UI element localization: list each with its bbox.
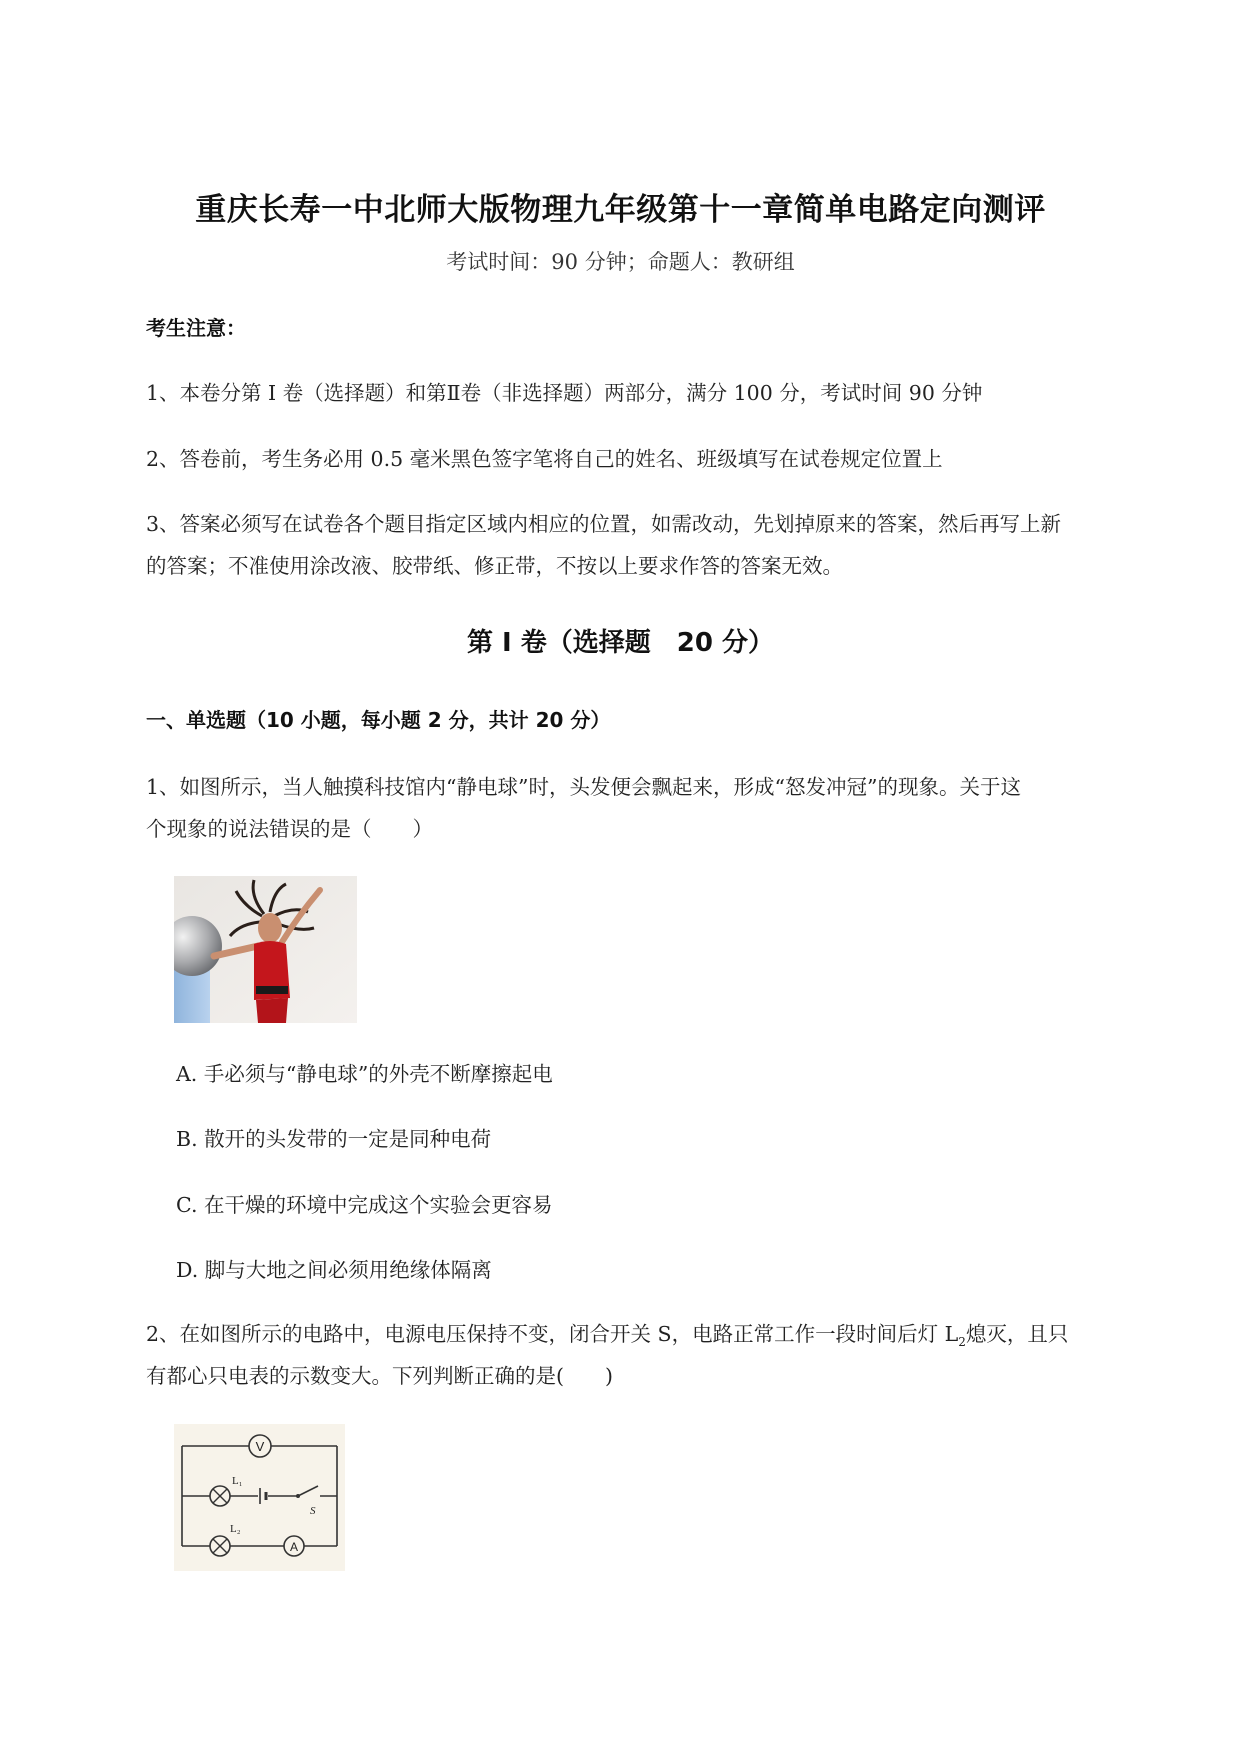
notice-heading: 考生注意： bbox=[146, 316, 246, 340]
lamp-l1-label: L₁ bbox=[232, 1475, 243, 1487]
switch-icon bbox=[296, 1494, 300, 1498]
notice-item-1: 1、本卷分第 I 卷（选择题）和第Ⅱ卷（非选择题）两部分，满分 100 分，考试时间 90 分钟 bbox=[146, 381, 983, 405]
page-title: 重庆长寿一中北师大版物理九年级第十一章简单电路定向测评 bbox=[195, 192, 1046, 228]
circuit-diagram bbox=[174, 1424, 345, 1571]
question-2-text-part-1: 2、在如图所示的电路中，电源电压保持不变，闭合开关 S，电路正常工作一段时间后灯 L bbox=[146, 1322, 959, 1346]
ammeter-label: A bbox=[289, 1540, 299, 1554]
subsection-heading: 一、单选题（10 小题，每小题 2 分，共计 20 分） bbox=[146, 708, 611, 732]
voltmeter-label: V bbox=[255, 1439, 265, 1454]
notice-item-3: 3、答案必须写在试卷各个题目指定区域内相应的位置，如需改动，先划掉原来的答案，然后再写上新 bbox=[146, 512, 1062, 536]
option-a: A. 手必须与“静电球”的外壳不断摩擦起电 bbox=[176, 1062, 553, 1086]
section-title: 第 I 卷（选择题 20 分） bbox=[466, 628, 774, 658]
lamp-subscript: 2 bbox=[958, 1335, 966, 1350]
option-d: D. 脚与大地之间必须用绝缘体隔离 bbox=[176, 1258, 492, 1282]
static-electricity-photo bbox=[174, 876, 357, 1023]
switch-label: S bbox=[310, 1505, 316, 1517]
lamp-l2-label: L₂ bbox=[230, 1523, 241, 1535]
lamp-l2-icon bbox=[210, 1536, 230, 1556]
question-2-text-continued: 有都心只电表的示数变大。下列判断正确的是( ) bbox=[146, 1364, 613, 1388]
exam-info: 考试时间：90 分钟；命题人：教研组 bbox=[446, 250, 795, 274]
notice-item-2: 2、答卷前，考生务必用 0.5 毫米黑色签字笔将自己的姓名、班级填写在试卷规定位置上 bbox=[146, 447, 943, 471]
notice-item-3-continued: 的答案；不准使用涂改液、胶带纸、修正带，不按以上要求作答的答案无效。 bbox=[146, 554, 843, 578]
option-b: B. 散开的头发带的一定是同种电荷 bbox=[176, 1127, 492, 1151]
question-2-text-part-2: 熄灭，且只 bbox=[965, 1322, 1069, 1346]
question-1-text-continued: 个现象的说法错误的是（ ） bbox=[146, 817, 433, 841]
option-c: C. 在干燥的环境中完成这个实验会更容易 bbox=[176, 1193, 553, 1217]
lamp-l1-icon bbox=[210, 1486, 230, 1506]
question-1-text: 1、如图所示，当人触摸科技馆内“静电球”时，头发便会飘起来，形成“怒发冲冠”的现象。关于这 bbox=[146, 775, 1021, 799]
